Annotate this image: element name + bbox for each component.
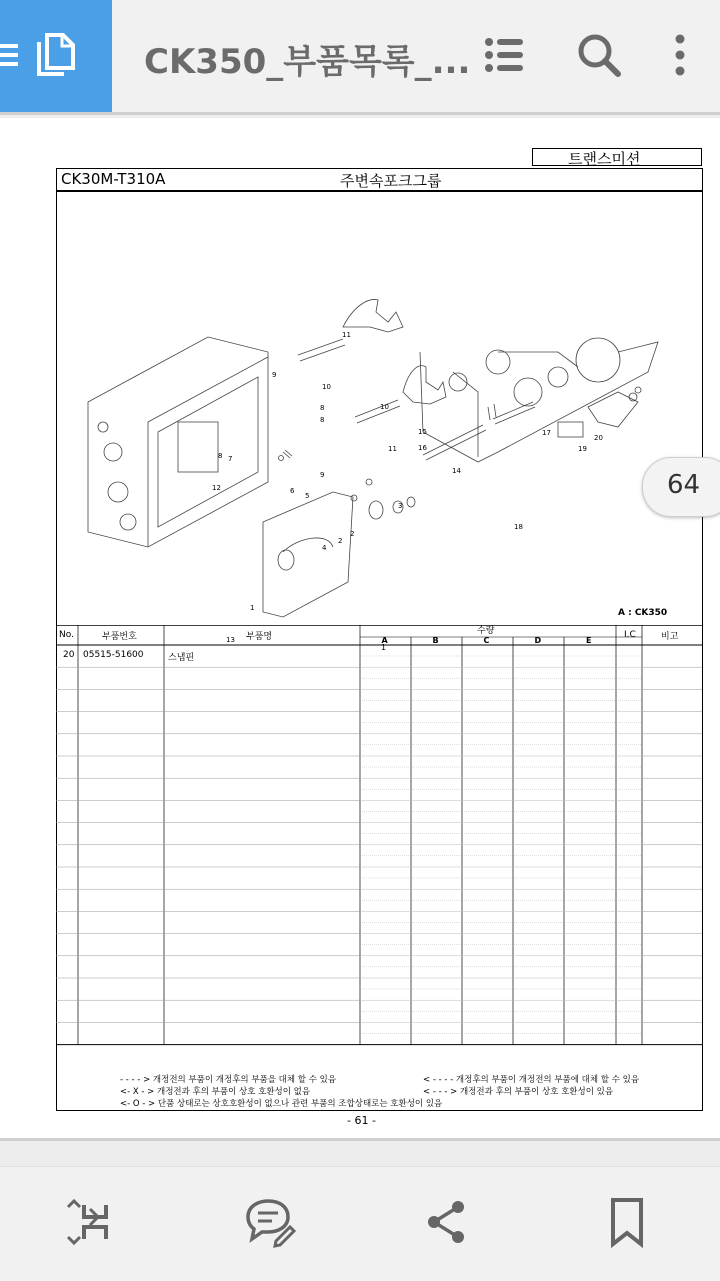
callout-number: 2 xyxy=(350,530,355,538)
document-title: CK350_부품목록_... xyxy=(144,42,471,82)
group-title: 주변속포크그룹 xyxy=(340,172,442,190)
fit-width-icon[interactable] xyxy=(62,1195,116,1249)
callout-number: 17 xyxy=(542,429,551,437)
header-qty-a: A xyxy=(381,636,388,645)
document-icon[interactable] xyxy=(36,32,76,78)
page-badge-number: 64 xyxy=(667,470,701,500)
callout-number: 1 xyxy=(250,604,255,612)
callout-number: 11 xyxy=(388,445,397,453)
callout-number: 18 xyxy=(514,523,523,531)
legend-item: < - - - > 개정전과 후의 부품이 상호 호환성이 있음 xyxy=(423,1087,614,1097)
callout-number: 9 xyxy=(320,471,325,479)
header-quantity: 수량 xyxy=(477,626,495,636)
bookmark-icon[interactable] xyxy=(600,1195,654,1249)
bottom-toolbar xyxy=(0,1166,720,1281)
callout-number: 16 xyxy=(418,444,427,452)
section-label: 트랜스미션 xyxy=(568,150,641,168)
row-qty-a: 1 xyxy=(381,643,387,652)
callout-number: 8 xyxy=(320,416,325,424)
legend-item: <- X - > 개정전과 후의 부품이 상호 호환성이 없음 xyxy=(120,1087,311,1097)
callout-number: 19 xyxy=(578,445,587,453)
comment-edit-icon[interactable] xyxy=(242,1195,296,1249)
callout-number: 7 xyxy=(228,455,233,463)
model-note: A : CK350 xyxy=(618,608,668,618)
parts-table xyxy=(56,625,702,1110)
callout-number: 2 xyxy=(338,537,343,545)
search-icon[interactable] xyxy=(574,30,624,80)
callout-number: 4 xyxy=(322,544,327,552)
list-icon[interactable] xyxy=(480,30,530,80)
header-qty-b: B xyxy=(432,636,439,645)
header-no: No. xyxy=(59,630,74,640)
callout-number: 20 xyxy=(594,434,603,442)
callout-number: 10 xyxy=(322,383,331,391)
callout-number: 12 xyxy=(212,484,221,492)
header-qty-e: E xyxy=(586,636,592,645)
callout-number: 3 xyxy=(398,502,403,510)
page-number: - 61 - xyxy=(347,1114,376,1127)
callout-number: 14 xyxy=(452,467,461,475)
header-part-name: 부품명 xyxy=(246,632,273,642)
page-badge[interactable] xyxy=(642,457,720,517)
callout-number: 8 xyxy=(320,404,325,412)
legend-item: <- O - > 단품 상태로는 상호호환성이 없으나 관련 부품의 조합상태로는 호환성이 있음 xyxy=(120,1099,443,1109)
menu-icon[interactable] xyxy=(0,42,22,68)
header-remark: 비고 xyxy=(661,632,679,642)
row-part-name: 스냅핀 xyxy=(168,653,195,663)
legend-item: - - - - > 개정전의 부품이 개정후의 부품을 대체 할 수 있음 xyxy=(120,1075,337,1085)
top-toolbar xyxy=(0,0,720,115)
callout-number: 11 xyxy=(342,331,351,339)
callout-number: 5 xyxy=(305,492,310,500)
callout-number: 13 xyxy=(226,636,235,644)
more-vertical-icon[interactable] xyxy=(655,30,705,80)
document-page[interactable] xyxy=(0,118,720,1141)
legend-item: < - - - - 개정후의 부품이 개정전의 부품에 대체 할 수 있음 xyxy=(423,1075,640,1085)
row-part-number: 05515-51600 xyxy=(83,650,144,660)
callout-number: 9 xyxy=(272,371,277,379)
share-icon[interactable] xyxy=(420,1195,474,1249)
callout-number: 6 xyxy=(290,487,295,495)
drawing-code: CK30M-T310A xyxy=(61,170,166,188)
callout-number: 15 xyxy=(418,428,427,436)
callout-number: 10 xyxy=(380,403,389,411)
menu-document-button[interactable] xyxy=(0,0,112,112)
callout-number: 8 xyxy=(218,452,223,460)
header-ic: I.C xyxy=(624,630,636,640)
header-qty-c: C xyxy=(483,636,490,645)
header-qty-d: D xyxy=(534,636,542,645)
row-no: 20 xyxy=(63,650,75,660)
header-part-number: 부품번호 xyxy=(102,632,137,642)
